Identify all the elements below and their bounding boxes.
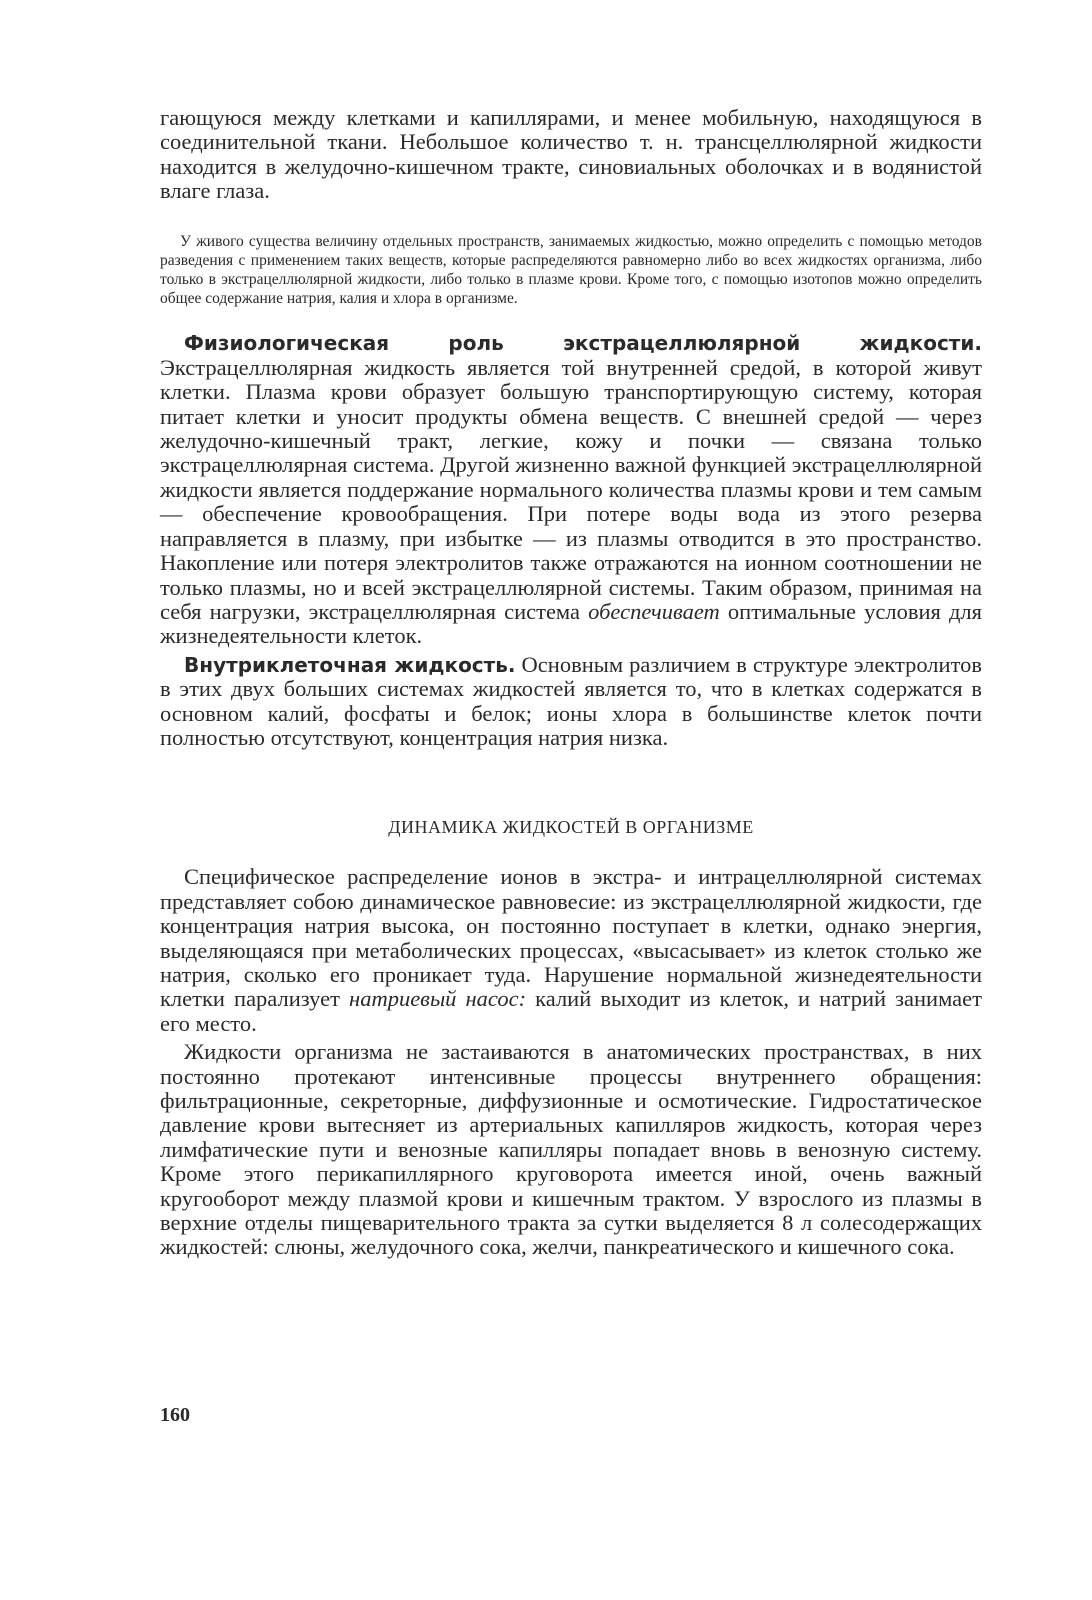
dynamics-text-2: калий выходит из клеток, и натрий занимает его место. (160, 986, 982, 1036)
physiological-emphasis: обеспечивает (588, 598, 720, 624)
paragraph-dynamics-1 (160, 865, 982, 1036)
run-in-heading-intracellular: Внутриклеточная жидкость. (184, 652, 516, 677)
physiological-text-2: оптимальные условия для жизнедеятельности клеток. (160, 598, 982, 649)
dynamics-emphasis: натриевый насос: (349, 986, 527, 1012)
intracellular-text: Основным различием в структуре электролитов в этих двух больших системах жидкостей является то, что в клетках содержатся в основном калий, фосфаты и белок; ионы хлора в большинстве клеток почти полностью отсутствуют, концентрация натрия низка. (160, 651, 982, 750)
run-in-heading-physiological: Физиологическая роль экстрацеллюлярной жидкости. (184, 331, 982, 356)
physiological-text-1: Экстрацеллюлярная жидкость является той внутренней средой, в которой живут клетки. Плазма крови образует большую транспортирующую систему, которая питает клетки и уносит продукты обмена веществ. С внешней средой — через желудочно-кишечный тракт, легкие, кожу и почки — связана только экстрацеллюлярная система. Другой жизненно важной функцией экстрацеллюлярной жидкости является поддержание нормального количества плазмы крови и тем самым — обеспечение кровообращения. При потере воды вода из этого резерва направляется в плазму, при избытке — из плазмы отводится в это пространство. Накопление или потеря электролитов также отражаются на ионном соотношении не только плазмы, но и всей экстрацеллюлярной системы. Таким образом, принимая на себя нагрузки, экстрацеллюлярная система (160, 354, 982, 624)
page-body (160, 106, 982, 1260)
page-number: 160 (160, 1404, 190, 1426)
paragraph-intracellular (160, 653, 982, 751)
small-print-note: У живого существа величину отдельных пространств, занимаемых жидкостью, можно определить с помощью методов разведения с применением таких веществ, которые распределяются равномерно либо во всех жидкостях организма, либо только в экстрацеллюлярной жидкости, либо только в плазме крови. Кроме того, с помощью изотопов можно определить общее содержание натрия, калия и хлора в организме. (160, 232, 982, 308)
section-heading: ДИНАМИКА ЖИДКОСТЕЙ В ОРГАНИЗМЕ (388, 817, 754, 838)
paragraph-continuation: гающуюся между клетками и капиллярами, и менее мобильную, находящуюся в соединительной ткани. Небольшое количество т. н. трансцеллюлярной жидкости находится в желудочно-кишечном тракте, синовиальных оболочках и в водянистой влаге глаза. (160, 105, 982, 204)
paragraph-dynamics-2: Жидкости организма не застаиваются в анатомических пространствах, в них постоянно протекают интенсивные процессы внутреннего обращения: фильтрационные, секреторные, диффузионные и осмотические. Гидростатическое давление крови вытесняет из артериальных капилляров жидкость, которая через лимфатические пути и венозные капилляры попадает вновь в венозную систему. Кроме этого перикапиллярного круговорота имеется иной, очень важный кругооборот между плазмой крови и кишечным трактом. У взрослого из плазмы в верхние отделы пищеварительного тракта за сутки выделяется 8 л солесодержащих жидкостей: слюны, желудочного сока, желчи, панкреатического и кишечного сока. (160, 1039, 982, 1260)
dynamics-text-1: Специфическое распределение ионов в экстра- и интрацеллюлярной системах представляет собою динамическое равновесие: из экстрацеллюлярной жидкости, где концентрация натрия высока, он постоянно поступает в клетки, однако энергия, выделяющаяся при метаболических процессах, «высасывает» из клеток столько же натрия, сколько его проникает туда. Нарушение нормальной жизнедеятельности клетки парализует (160, 864, 982, 1012)
paragraph-physiological-role (160, 331, 982, 648)
